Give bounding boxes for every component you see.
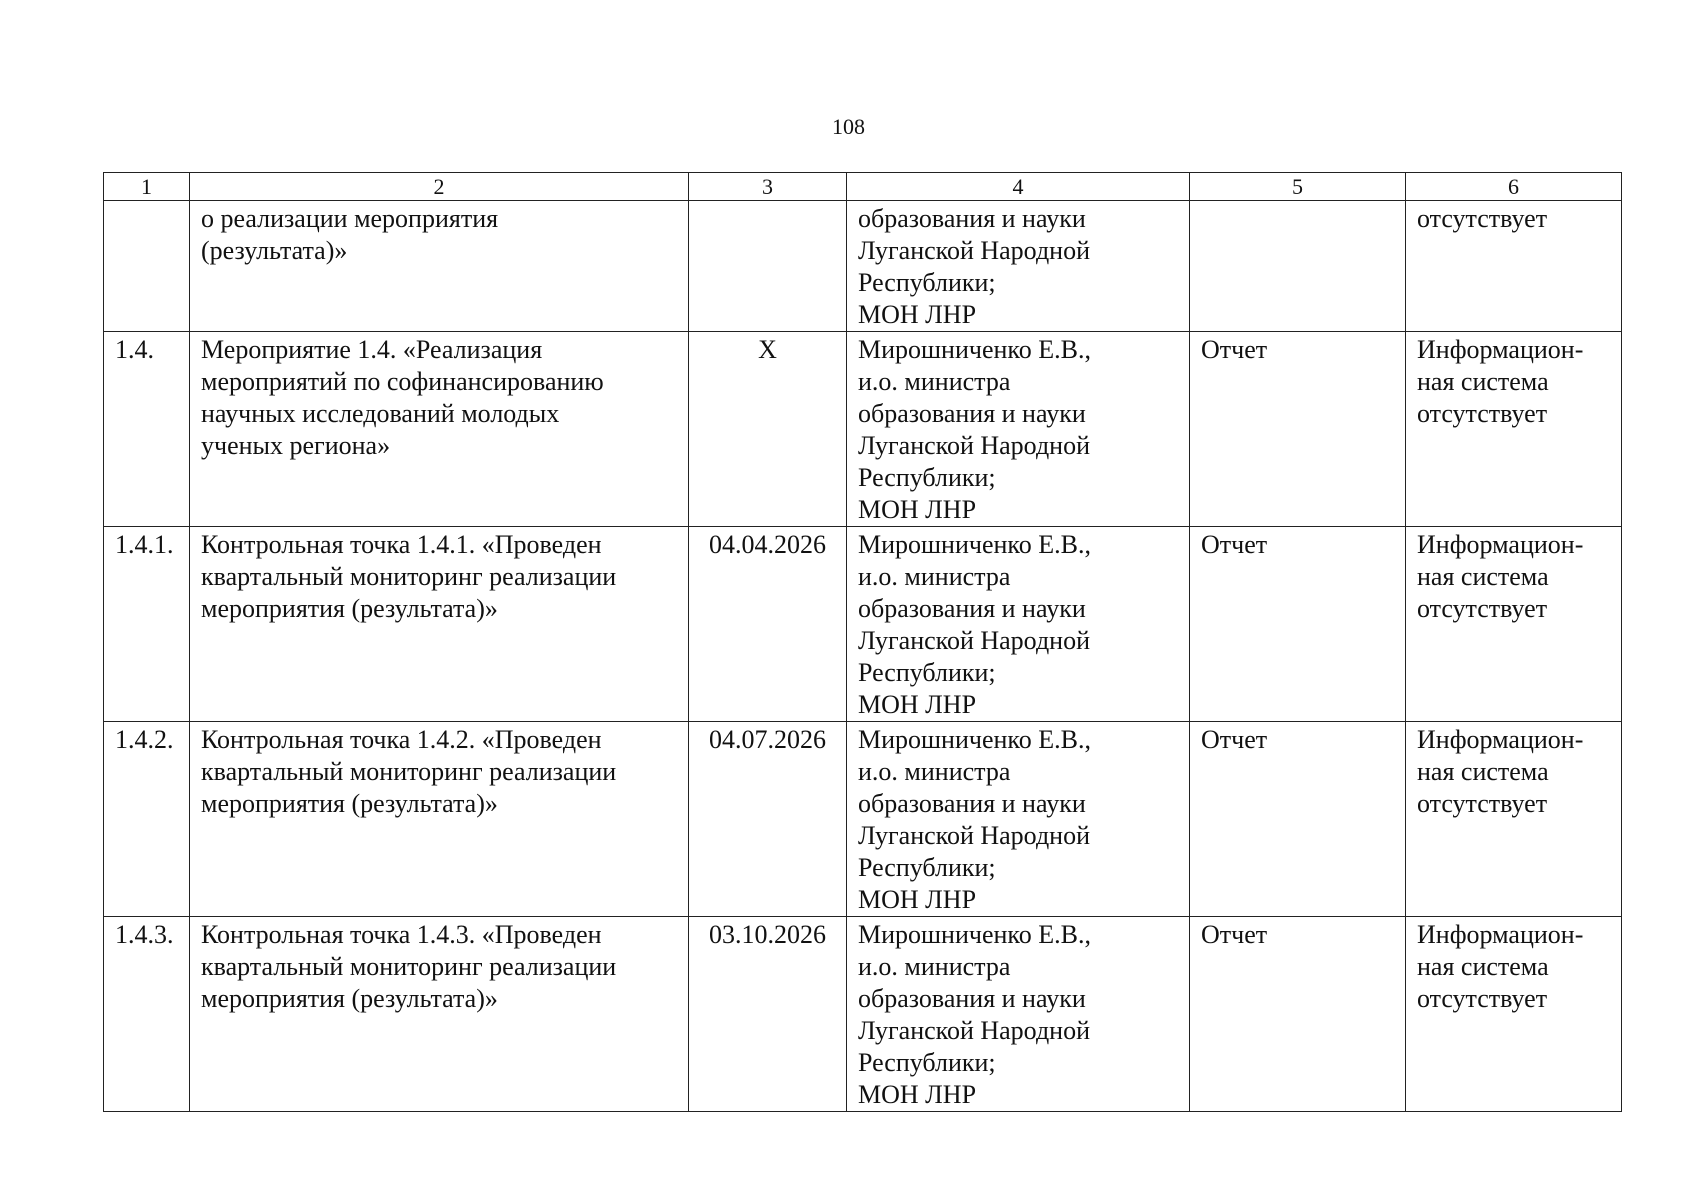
- page-number: 108: [832, 114, 865, 139]
- cell-system: [1406, 917, 1622, 1112]
- row-name: Контрольная точка 1.4.2. «Проведен квартальный мониторинг реализации мероприятия (результата)»: [201, 725, 617, 818]
- cell-date: [689, 201, 847, 332]
- cell-number: [104, 527, 190, 722]
- cell-document: [1190, 917, 1406, 1112]
- column-header-5: 5: [1190, 173, 1406, 201]
- cell-number: [104, 722, 190, 917]
- cell-system: [1406, 527, 1622, 722]
- cell-document: [1190, 201, 1406, 332]
- cell-document: [1190, 332, 1406, 527]
- row-date: 04.04.2026: [709, 530, 826, 559]
- cell-number: [104, 332, 190, 527]
- cell-system: [1406, 332, 1622, 527]
- header-row: [104, 173, 1622, 201]
- row-responsible: Мирошниченко Е.В., и.о. министра образования и науки Луганской Народной Республики; МОН ЛНР: [858, 920, 1091, 1109]
- column-header-6: 6: [1406, 173, 1622, 201]
- column-header-1: 1: [104, 173, 190, 201]
- table-row: [104, 527, 1622, 722]
- row-date: 03.10.2026: [709, 920, 826, 949]
- cell-date: [689, 917, 847, 1112]
- row-responsible: Мирошниченко Е.В., и.о. министра образования и науки Луганской Народной Республики; МОН ЛНР: [858, 335, 1091, 524]
- cell-number: [104, 917, 190, 1112]
- row-name: о реализации мероприятия (результата)»: [201, 204, 499, 265]
- table-row: [104, 201, 1622, 332]
- cell-date: [689, 527, 847, 722]
- column-header-4: 4: [847, 173, 1190, 201]
- row-number: 1.4.3.: [115, 920, 174, 949]
- column-header-3: 3: [689, 173, 847, 201]
- cell-system: [1406, 722, 1622, 917]
- cell-responsible: [847, 201, 1190, 332]
- cell-responsible: [847, 332, 1190, 527]
- row-name: Контрольная точка 1.4.1. «Проведен квартальный мониторинг реализации мероприятия (результата)»: [201, 530, 617, 623]
- cell-system: [1406, 201, 1622, 332]
- cell-responsible: [847, 527, 1190, 722]
- cell-name: [190, 917, 689, 1112]
- row-system: Информацион- ная система отсутствует: [1417, 725, 1584, 818]
- cell-responsible: [847, 917, 1190, 1112]
- row-document: [1190, 201, 1405, 203]
- row-name: Мероприятие 1.4. «Реализация мероприятий по софинансированию научных исследований молодых ученых региона»: [201, 335, 604, 460]
- row-responsible: Мирошниченко Е.В., и.о. министра образования и науки Луганской Народной Республики; МОН ЛНР: [858, 530, 1091, 719]
- cell-name: [190, 332, 689, 527]
- row-responsible: образования и науки Луганской Народной Республики; МОН ЛНР: [858, 204, 1090, 329]
- row-system: Информацион- ная система отсутствует: [1417, 335, 1584, 428]
- row-date: Х: [758, 335, 777, 364]
- row-number: 1.4.: [115, 335, 154, 364]
- table-row: [104, 722, 1622, 917]
- cell-document: [1190, 527, 1406, 722]
- cell-number: [104, 201, 190, 332]
- table-row: [104, 917, 1622, 1112]
- cell-date: [689, 722, 847, 917]
- row-date: 04.07.2026: [709, 725, 826, 754]
- row-system: отсутствует: [1417, 204, 1548, 233]
- cell-document: [1190, 722, 1406, 917]
- row-system: Информацион- ная система отсутствует: [1417, 920, 1584, 1013]
- cell-name: [190, 527, 689, 722]
- row-number: 1.4.1.: [115, 530, 174, 559]
- row-document: Отчет: [1201, 530, 1268, 559]
- cell-date: [689, 332, 847, 527]
- plan-table: [103, 172, 1622, 1112]
- cell-responsible: [847, 722, 1190, 917]
- cell-name: [190, 201, 689, 332]
- row-document: Отчет: [1201, 725, 1268, 754]
- column-header-2: 2: [190, 173, 689, 201]
- cell-name: [190, 722, 689, 917]
- row-responsible: Мирошниченко Е.В., и.о. министра образования и науки Луганской Народной Республики; МОН ЛНР: [858, 725, 1091, 914]
- row-document: Отчет: [1201, 920, 1268, 949]
- row-number: 1.4.2.: [115, 725, 174, 754]
- row-system: Информацион- ная система отсутствует: [1417, 530, 1584, 623]
- table-row: [104, 332, 1622, 527]
- row-name: Контрольная точка 1.4.3. «Проведен квартальный мониторинг реализации мероприятия (результата)»: [201, 920, 617, 1013]
- row-number: [104, 201, 189, 203]
- row-date: [689, 201, 846, 203]
- row-document: Отчет: [1201, 335, 1268, 364]
